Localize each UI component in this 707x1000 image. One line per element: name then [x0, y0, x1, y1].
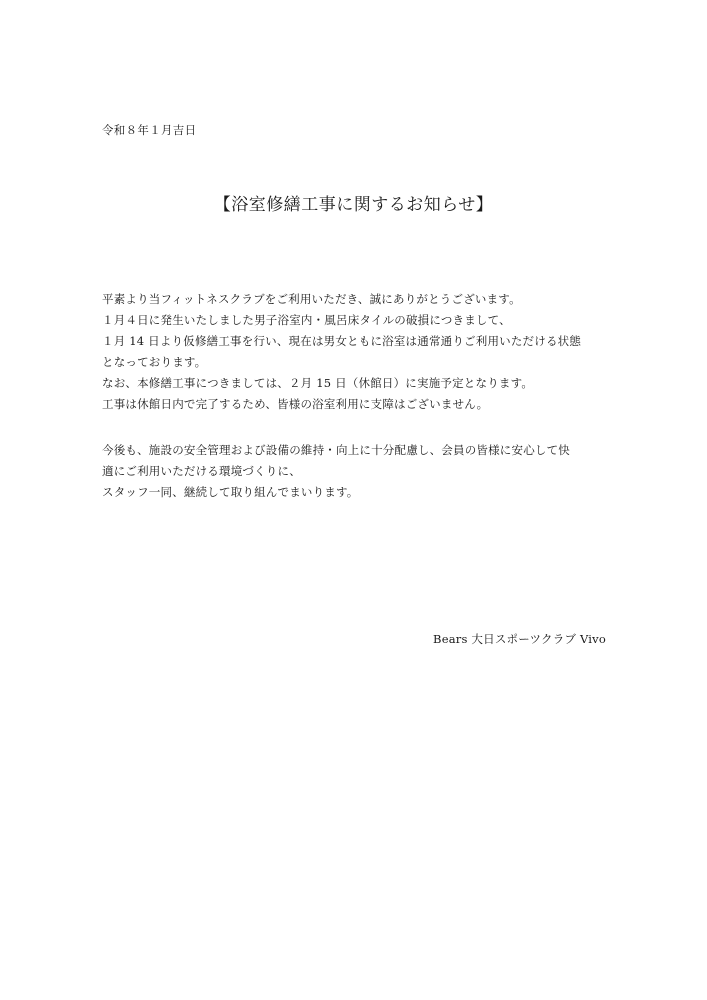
- paragraph-line: １月４日に発生いたしました男子浴室内・風呂床タイルの破損につきまして、: [102, 313, 511, 327]
- notice-date: 令和８年１月吉日: [102, 123, 197, 137]
- paragraph-line: スタッフ一同、継続して取り組んでまいります。: [102, 485, 359, 499]
- body-paragraph-2: [102, 440, 612, 503]
- paragraph-line: 適にご利用いただける環境づくりに、: [102, 464, 301, 478]
- paragraph-line: なお、本修繕工事につきましては、２月 15 日（休館日）に実施予定となります。: [102, 376, 534, 390]
- paragraph-line: 工事は休館日内で完了するため、皆様の浴室利用に支障はございません。: [102, 397, 489, 411]
- notice-title: 【浴室修繕工事に関するお知らせ】: [213, 195, 494, 215]
- paragraph-line: １月 14 日より仮修繕工事を行い、現在は男女ともに浴室は通常通りご利用いただける状態: [102, 334, 582, 348]
- paragraph-line: 今後も、施設の安全管理および設備の維持・向上に十分配慮し、会員の皆様に安心して快: [102, 443, 570, 457]
- organization-signature: Bears 大日スポーツクラブ Vivo: [433, 632, 606, 646]
- body-paragraph-1: [102, 289, 612, 415]
- paragraph-line: となっております。: [102, 355, 207, 369]
- paragraph-line: 平素より当フィットネスクラブをご利用いただき、誠にありがとうございます。: [102, 292, 521, 306]
